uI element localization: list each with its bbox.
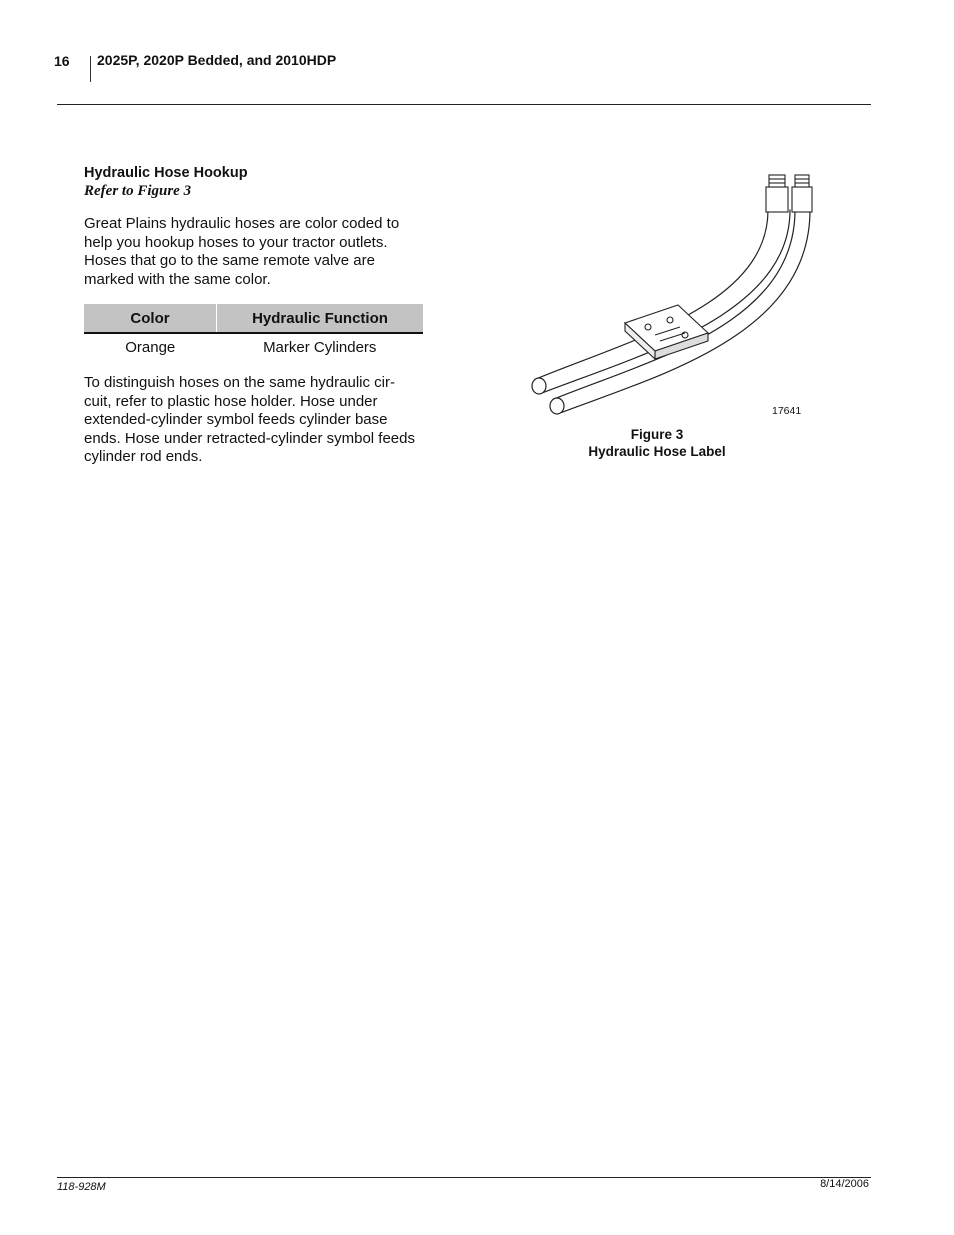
hydraulic-hose-illustration — [520, 165, 820, 425]
document-title: 2025P, 2020P Bedded, and 2010HDP — [97, 52, 337, 68]
hose-holder — [625, 305, 708, 359]
intro-paragraph: Great Plains hydraulic hoses are color coded to help you hookup hoses to your tractor outlets. Hoses that go to the same remote valve are marked with the same color. — [84, 215, 400, 288]
figure-caption — [570, 426, 744, 460]
figure-title: Hydraulic Hose Label — [588, 444, 726, 459]
header-rule — [57, 104, 871, 105]
figure-reference: Refer to Figure 3 — [84, 183, 192, 199]
page-number: 16 — [54, 53, 70, 69]
column-header-function: Hydraulic Function — [217, 304, 424, 333]
document-number: 118-928M — [57, 1181, 106, 1193]
table-header-row — [84, 304, 423, 333]
hose-fittings — [766, 175, 812, 212]
distinguish-paragraph: To distinguish hoses on the same hydraulic cir-cuit, refer to plastic hose holder. Hose under extended-cylinder symbol feeds cylinder base ends. Hose under retracted-cylinder symbol feeds cylinder rod ends. — [84, 374, 415, 466]
document-date: 8/14/2006 — [820, 1178, 869, 1190]
footer-rule — [57, 1177, 871, 1178]
hose-color-table — [84, 304, 423, 359]
section-heading: Hydraulic Hose Hookup — [84, 165, 248, 181]
hose-end-upper — [550, 398, 564, 414]
figure-id: 17641 — [772, 405, 802, 417]
header-divider — [90, 56, 91, 82]
table-cell-function: Marker Cylinders — [263, 338, 377, 356]
table-cell-color: Orange — [125, 338, 176, 356]
table-row — [84, 333, 423, 359]
hose-end-lower — [532, 378, 546, 394]
column-header-color: Color — [84, 304, 217, 333]
figure-label: Figure 3 — [630, 427, 684, 442]
